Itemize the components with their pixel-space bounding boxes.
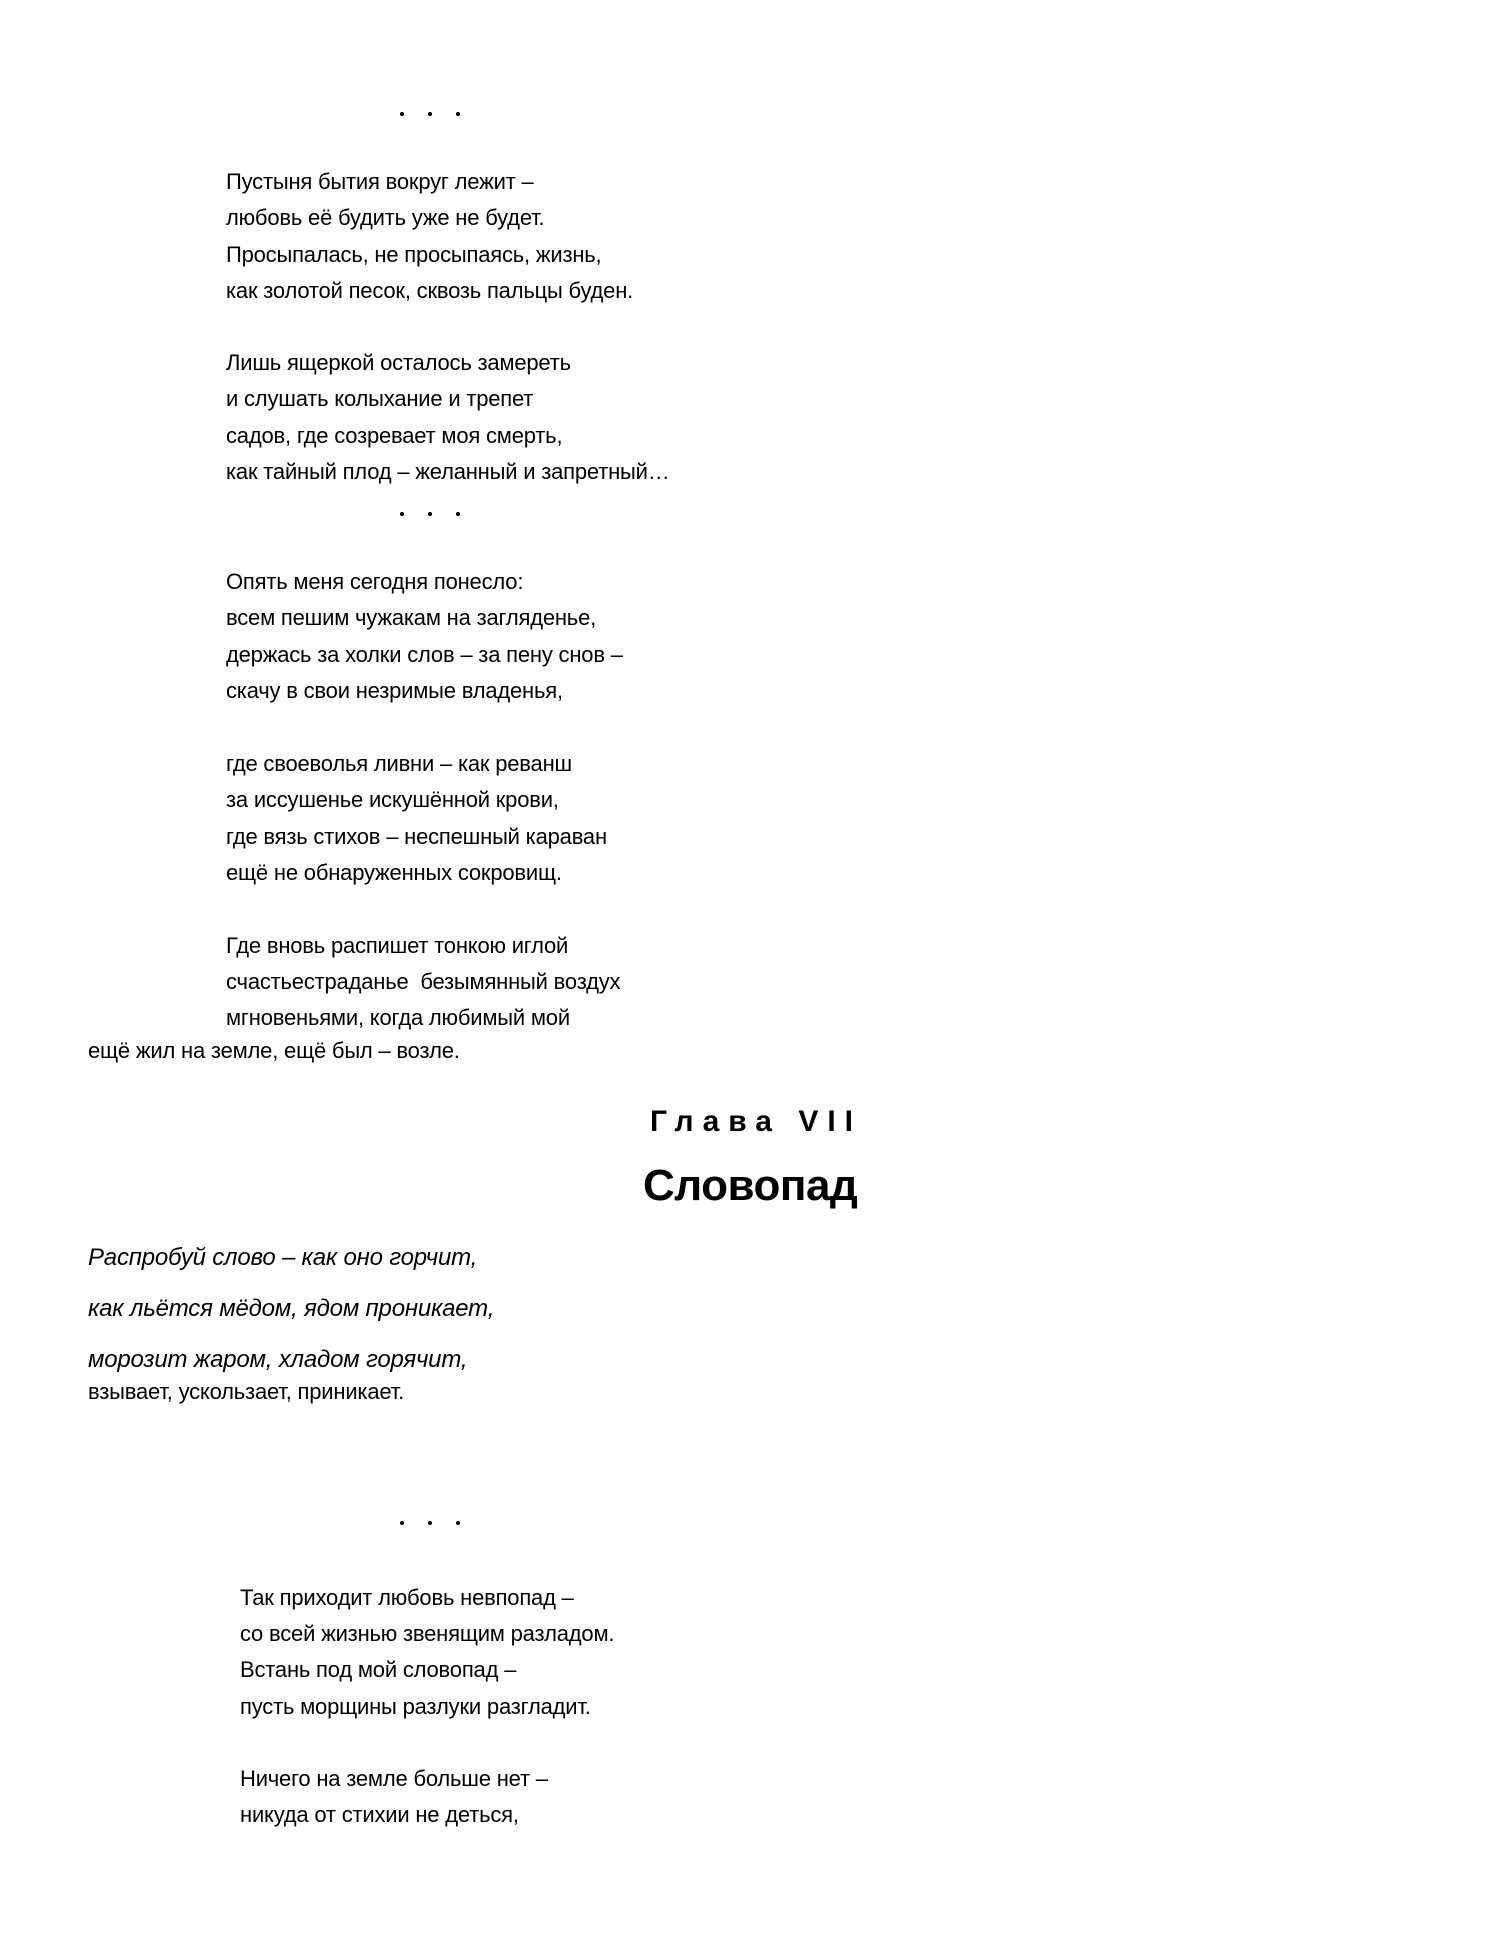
poem-line: со всей жизнью звенящим разладом. [240,1621,615,1646]
poem-line: любовь её будить уже не будет. [226,205,545,230]
poem-line: держась за холки слов – за пену снов – [226,642,623,667]
poem-line: никуда от стихии не деться, [240,1802,519,1827]
poem-line: Ничего на земле больше нет – [240,1766,548,1791]
poem-line: Лишь ящеркой осталось замереть [226,350,571,375]
poem-line: счастьестраданье безымянный воздух [226,969,621,994]
poem-line: пусть морщины разлуки разгладит. [240,1694,591,1719]
epigraph-line: Распробуй слово – как оно горчит, [88,1244,478,1271]
poem-line: где вязь стихов – неспешный караван [226,824,607,849]
epigraph-line: морозит жаром, хладом горячит, [88,1346,468,1373]
epigraph-line: как льётся мёдом, ядом проникает, [88,1295,495,1322]
section-separator [400,1509,484,1535]
poem-line: Опять меня сегодня понесло: [226,569,524,594]
poem-line: садов, где созревает моя смерть, [226,423,563,448]
poem-line: где своеволья ливни – как реванш [226,751,572,776]
poem-line: всем пешим чужакам на загляденье, [226,605,597,630]
poem-line: ещё жил на земле, ещё был – возле. [88,1038,460,1063]
section-separator [400,500,484,526]
poem-line: как тайный плод – желанный и запретный… [226,459,670,484]
poem-line: Встань под мой словопад – [240,1657,517,1682]
epigraph-line: взывает, ускользает, приникает. [88,1379,405,1404]
poem-line: Так приходит любовь невпопад – [240,1585,574,1610]
section-separator [400,100,484,126]
poem-line: мгновеньями, когда любимый мой [226,1005,570,1030]
poem-line: Просыпалась, не просыпаясь, жизнь, [226,242,602,267]
poem-line: Где вновь распишет тонкою иглой [226,933,569,958]
poem-line: Пустыня бытия вокруг лежит – [226,169,534,194]
poem-line: скачу в свои незримые владенья, [226,678,563,703]
poem-line: и слушать колыхание и трепет [226,386,534,411]
poem-line: за иссушенье искушённой крови, [226,787,559,812]
chapter-label: Глава VII [650,1105,863,1138]
chapter-title: Словопад [643,1161,858,1210]
poem-line: ещё не обнаруженных сокровищ. [226,860,562,885]
poem-line: как золотой песок, сквозь пальцы буден. [226,278,634,303]
